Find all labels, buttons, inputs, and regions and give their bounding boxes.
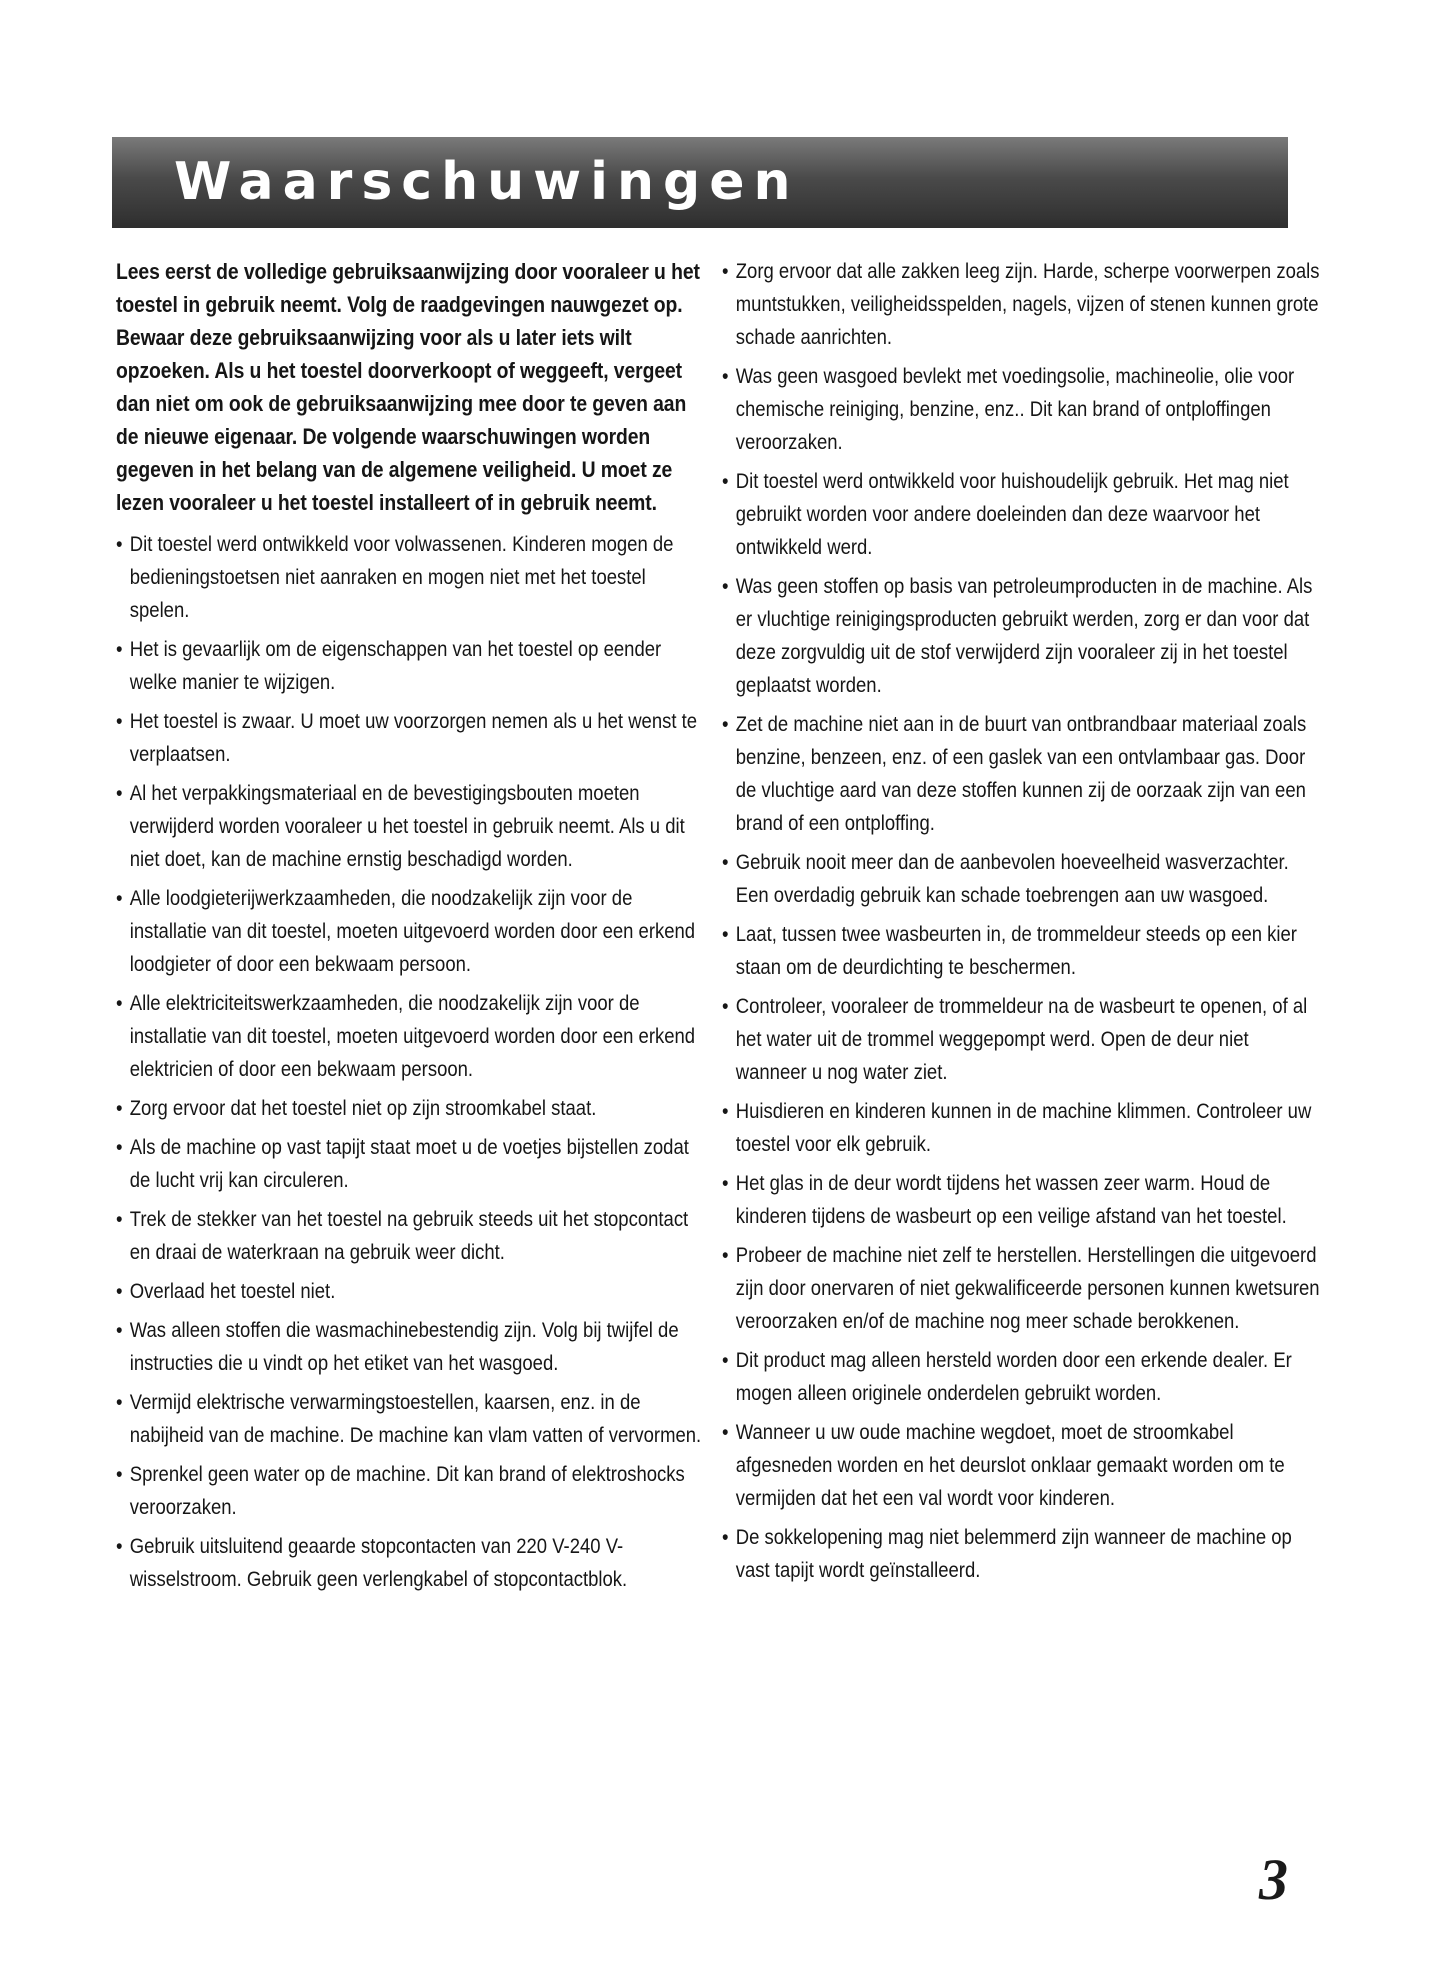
warning-item (722, 570, 1320, 702)
bullet-icon: • (722, 1243, 729, 1267)
bullet-icon: • (116, 991, 123, 1015)
bullet-icon: • (116, 886, 123, 910)
warning-item (722, 465, 1320, 564)
warning-item (722, 1416, 1320, 1515)
warning-text: Zorg ervoor dat het toestel niet op zijn stroomkabel staat. (129, 1096, 597, 1120)
warning-item (722, 255, 1320, 354)
warning-item (722, 1095, 1320, 1161)
warning-text: Alle elektriciteitswerkzaamheden, die noodzakelijk zijn voor de installatie van dit toestel, moeten uitgevoerd worden door een erkend elektricien of door een bekwaam persoon. (129, 991, 696, 1081)
warning-text: Zorg ervoor dat alle zakken leeg zijn. Harde, scherpe voorwerpen zoals muntstukken, veiligheidsspelden, nagels, vijzen of stenen kunnen grote schade aanrichten. (735, 259, 1320, 349)
bullet-icon: • (116, 1096, 123, 1120)
warning-item (116, 705, 705, 771)
warning-text: Laat, tussen twee wasbeurten in, de trommeldeur steeds op een kier staan om de deurdichting te beschermen. (735, 922, 1297, 979)
warning-item (722, 918, 1320, 984)
warning-list-right (722, 255, 1320, 1587)
warning-text: Was alleen stoffen die wasmachinebestendig zijn. Volg bij twijfel de instructies die u vindt op het etiket van het wasgoed. (129, 1318, 679, 1375)
warning-text: Huisdieren en kinderen kunnen in de machine klimmen. Controleer uw toestel voor elk gebruik. (735, 1099, 1312, 1156)
page-title: Waarschuwingen (174, 152, 800, 212)
warning-item (722, 990, 1320, 1089)
warning-item (116, 1530, 705, 1596)
bullet-icon: • (116, 1534, 123, 1558)
bullet-icon: • (116, 1135, 123, 1159)
warning-item (722, 1344, 1320, 1410)
warning-text: Gebruik nooit meer dan de aanbevolen hoeveelheid wasverzachter. Een overdadig gebruik kan schade toebrengen aan uw wasgoed. (735, 850, 1289, 907)
warning-item (722, 708, 1320, 840)
warning-item (722, 846, 1320, 912)
warning-item (116, 1092, 705, 1125)
warning-text: Het glas in de deur wordt tijdens het wassen zeer warm. Houd de kinderen tijdens de wasbeurt op een veilige afstand van het toestel. (735, 1171, 1287, 1228)
warning-item (116, 882, 705, 981)
bullet-icon: • (722, 1171, 729, 1195)
warning-item (722, 1521, 1320, 1587)
warning-item (116, 1131, 705, 1197)
bullet-icon: • (722, 1348, 729, 1372)
bullet-icon: • (722, 1099, 729, 1123)
warning-item (116, 1458, 705, 1524)
warning-text: Sprenkel geen water op de machine. Dit kan brand of elektroshocks veroorzaken. (129, 1462, 685, 1519)
warning-item (722, 1239, 1320, 1338)
bullet-icon: • (116, 781, 123, 805)
warning-text: Vermijd elektrische verwarmingstoestellen, kaarsen, enz. in de nabijheid van de machine. De machine kan vlam vatten of vervormen. (129, 1390, 702, 1447)
warning-text: Dit product mag alleen hersteld worden door een erkende dealer. Er mogen alleen originele onderdelen gebruikt worden. (735, 1348, 1292, 1405)
warning-text: Het is gevaarlijk om de eigenschappen van het toestel op eender welke manier te wijzigen. (129, 637, 662, 694)
bullet-icon: • (116, 1390, 123, 1414)
warning-text: Trek de stekker van het toestel na gebruik steeds uit het stopcontact en draai de waterkraan na gebruik weer dicht. (129, 1207, 689, 1264)
warning-text: Gebruik uitsluitend geaarde stopcontacten van 220 V-240 V-wisselstroom. Gebruik geen verlengkabel of stopcontactblok. (129, 1534, 628, 1591)
warning-text: Was geen stoffen op basis van petroleumproducten in de machine. Als er vluchtige reinigingsproducten gebruikt werden, zorg er dan voor dat deze zorgvuldig uit de stof verwijderd zijn vooraleer zij in het toestel geplaatst worden. (735, 574, 1313, 697)
warning-item (116, 528, 705, 627)
bullet-icon: • (116, 532, 123, 556)
warning-text: Dit toestel werd ontwikkeld voor volwassenen. Kinderen mogen de bedieningstoetsen niet aanraken en mogen niet met het toestel spelen. (129, 532, 674, 622)
warning-item (116, 1275, 705, 1308)
warning-item (116, 777, 705, 876)
bullet-icon: • (722, 1420, 729, 1444)
warning-text: Controleer, vooraleer de trommeldeur na de wasbeurt te openen, of al het water uit de trommel weggepompt werd. Open de deur niet wanneer u nog water ziet. (735, 994, 1308, 1084)
warning-text: De sokkelopening mag niet belemmerd zijn wanneer de machine op vast tapijt wordt geïnstalleerd. (735, 1525, 1292, 1582)
bullet-icon: • (722, 364, 729, 388)
warning-text: Al het verpakkingsmateriaal en de bevestigingsbouten moeten verwijderd worden vooraleer u het toestel in gebruik neemt. Als u dit niet doet, kan de machine ernstig beschadigd worden. (129, 781, 685, 871)
header-bar (112, 137, 1288, 228)
warning-text: Zet de machine niet aan in de buurt van ontbrandbaar materiaal zoals benzine, benzeen, enz. of een gaslek van een ontvlambaar gas. Door de vluchtige aard van deze stoffen kunnen zij de oorzaak zijn van een brand of een ontploffing. (735, 712, 1307, 835)
bullet-icon: • (116, 1279, 123, 1303)
warning-text: Dit toestel werd ontwikkeld voor huishoudelijk gebruik. Het mag niet gebruikt worden voor andere doeleinden dan deze waarvoor het ontwikkeld werd. (735, 469, 1289, 559)
warning-item (116, 1203, 705, 1269)
bullet-icon: • (116, 1207, 123, 1231)
warning-text: Probeer de machine niet zelf te herstellen. Herstellingen die uitgevoerd zijn door onervaren of niet gekwalificeerde personen kunnen kwetsuren veroorzaken en/of de machine nog meer schade berokkenen. (735, 1243, 1320, 1333)
right-column (722, 255, 1320, 1593)
left-column (116, 255, 705, 1602)
bullet-icon: • (116, 1318, 123, 1342)
bullet-icon: • (722, 712, 729, 736)
warning-text: Wanneer u uw oude machine wegdoet, moet de stroomkabel afgesneden worden en het deurslot onklaar gemaakt worden om te vermijden dat het een val wordt voor kinderen. (735, 1420, 1285, 1510)
warning-item (116, 633, 705, 699)
warning-item (116, 1386, 705, 1452)
bullet-icon: • (722, 994, 729, 1018)
bullet-icon: • (116, 709, 123, 733)
bullet-icon: • (722, 469, 729, 493)
warning-item (116, 1314, 705, 1380)
warning-text: Overlaad het toestel niet. (129, 1279, 336, 1303)
warning-text: Het toestel is zwaar. U moet uw voorzorgen nemen als u het wenst te verplaatsen. (129, 709, 698, 766)
warning-text: Als de machine op vast tapijt staat moet u de voetjes bijstellen zodat de lucht vrij kan circuleren. (129, 1135, 689, 1192)
warning-text: Was geen wasgoed bevlekt met voedingsolie, machineolie, olie voor chemische reiniging, benzine, enz.. Dit kan brand of ontploffingen veroorzaken. (735, 364, 1295, 454)
bullet-icon: • (116, 637, 123, 661)
page-number: 3 (1259, 1847, 1288, 1912)
warning-text: Alle loodgieterijwerkzaamheden, die noodzakelijk zijn voor de installatie van dit toestel, moeten uitgevoerd worden door een erkend loodgieter of door een bekwaam persoon. (129, 886, 696, 976)
bullet-icon: • (722, 1525, 729, 1549)
bullet-icon: • (116, 1462, 123, 1486)
warning-item (116, 987, 705, 1086)
bullet-icon: • (722, 574, 729, 598)
bullet-icon: • (722, 259, 729, 283)
bullet-icon: • (722, 850, 729, 874)
warning-item (722, 360, 1320, 459)
warning-item (722, 1167, 1320, 1233)
bullet-icon: • (722, 922, 729, 946)
warning-list-left (116, 528, 705, 1596)
intro-paragraph: Lees eerst de volledige gebruiksaanwijzing door vooraleer u het toestel in gebruik neemt. Volg de raadgevingen nauwgezet op. Bewaar deze gebruiksaanwijzing voor als u later iets wilt opzoeken. Als u het toestel doorverkoopt of weggeeft, vergeet dan niet om ook de gebruiksaanwijzing mee door te geven aan de nieuwe eigenaar. De volgende waarschuwingen worden gegeven in het belang van de algemene veiligheid. U moet ze lezen vooraleer u het toestel installeert of in gebruik neemt. (116, 259, 700, 515)
